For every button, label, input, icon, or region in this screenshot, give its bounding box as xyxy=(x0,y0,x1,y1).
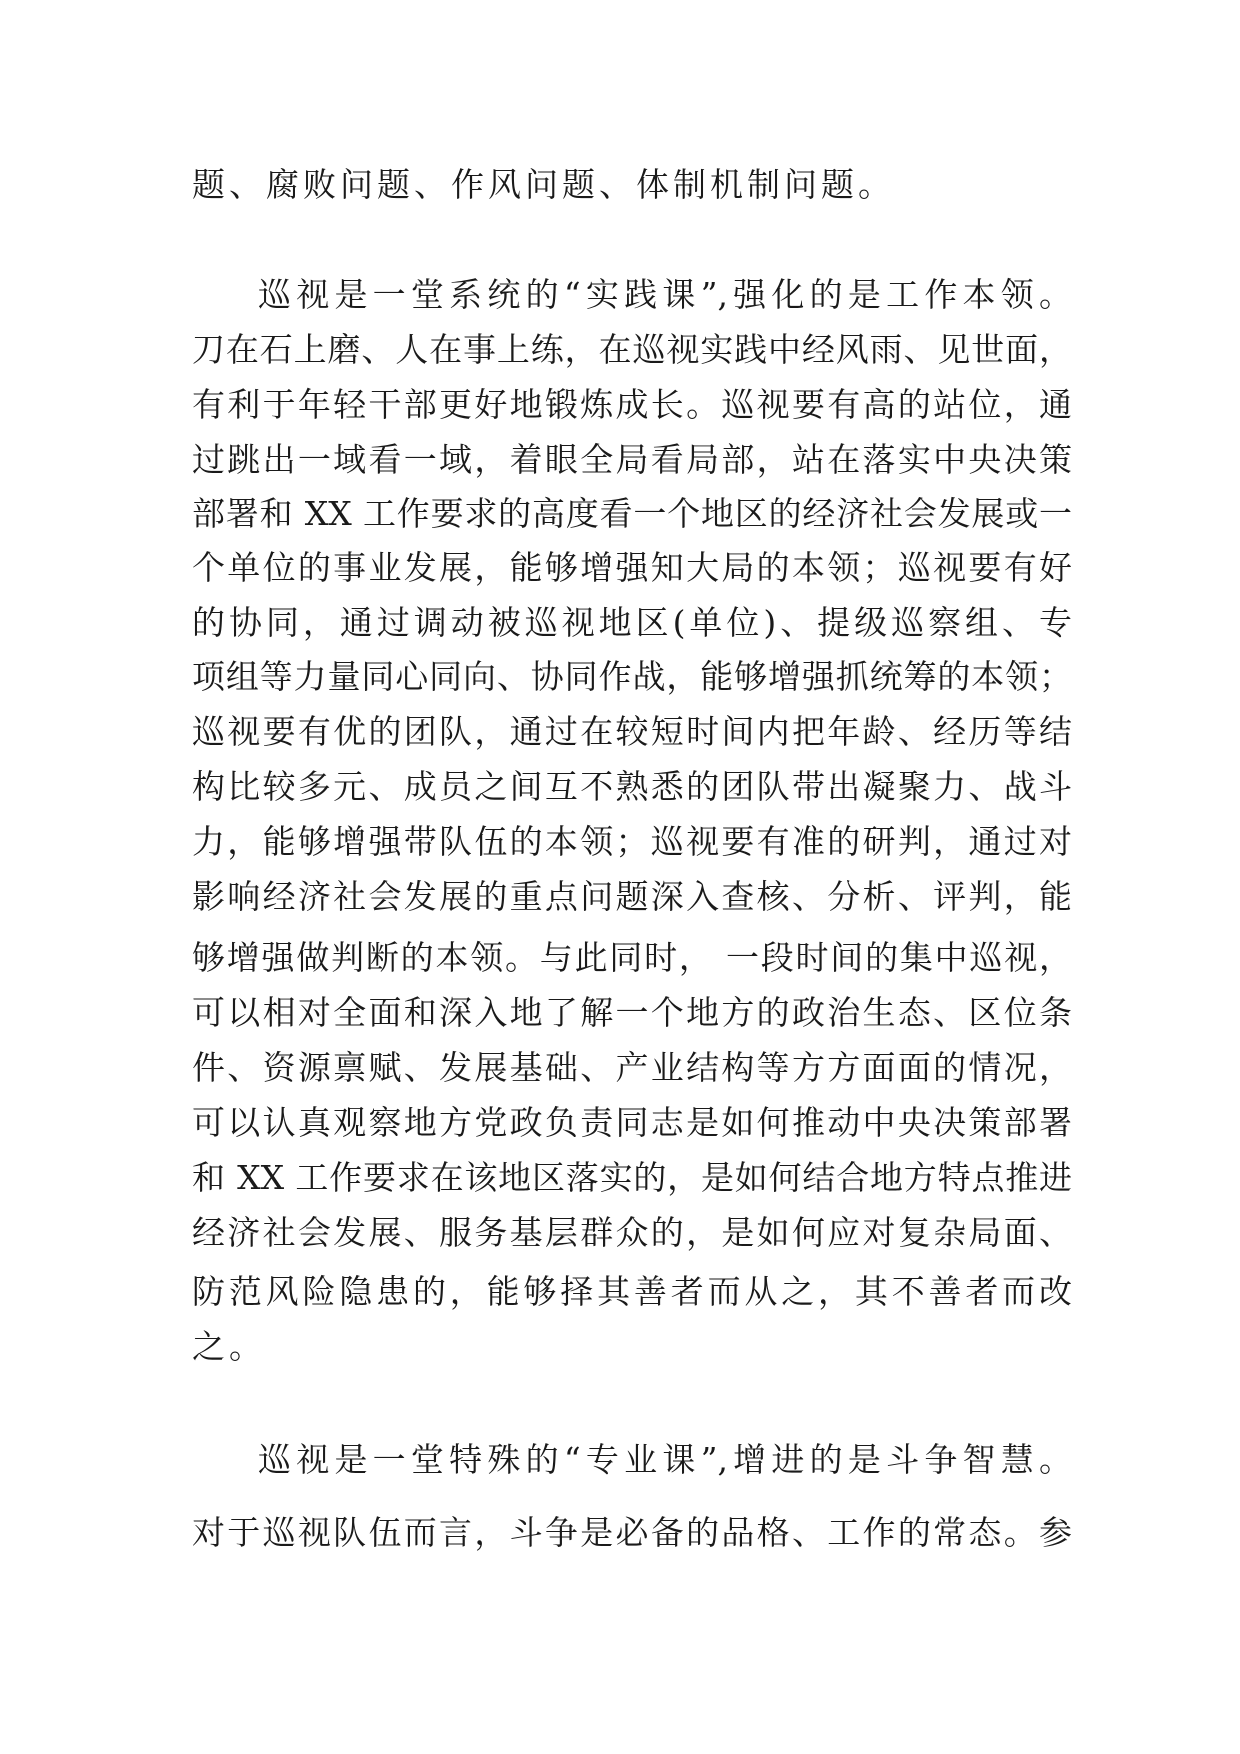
text-line: 巡视要有优的团队，通过在较短时间内把年龄、经历等结 xyxy=(192,712,1072,751)
paragraph-first-line: 巡视是一堂特殊的“专业课”,增进的是斗争智慧。 xyxy=(258,1440,1072,1479)
text-line: 对于巡视队伍而言，斗争是必备的品格、工作的常态。参 xyxy=(192,1513,1072,1552)
text-line: 可以认真观察地方党政负责同志是如何推动中央决策部署 xyxy=(192,1103,1072,1142)
text-line: 力，能够增强带队伍的本领；巡视要有准的研判，通过对 xyxy=(192,822,1072,861)
text-line: 防范风险隐患的，能够择其善者而从之，其不善者而改 xyxy=(192,1272,1072,1311)
text-line: 构比较多元、成员之间互不熟悉的团队带出凝聚力、战斗 xyxy=(192,767,1072,806)
text-line: 经济社会发展、服务基层群众的，是如何应对复杂局面、 xyxy=(192,1213,1072,1252)
text-line: 可以相对全面和深入地了解一个地方的政治生态、区位条 xyxy=(192,993,1072,1032)
text-line: 刀在石上磨、人在事上练，在巡视实践中经风雨、见世面， xyxy=(192,330,1072,369)
text-line: 够增强做判断的本领。与此同时， 一段时间的集中巡视， xyxy=(192,938,1072,977)
text-line: 个单位的事业发展，能够增强知大局的本领；巡视要有好 xyxy=(192,548,1072,587)
text-line: 影响经济社会发展的重点问题深入查核、分析、评判，能 xyxy=(192,877,1072,916)
text-line: 有利于年轻干部更好地锻炼成长。巡视要有高的站位，通 xyxy=(192,385,1072,424)
text-line: 部署和 XX 工作要求的高度看一个地区的经济社会发展或一 xyxy=(192,494,1072,533)
text-line: 的协同，通过调动被巡视地区(单位)、提级巡察组、专 xyxy=(192,603,1072,642)
text-line: 和 XX 工作要求在该地区落实的，是如何结合地方特点推进 xyxy=(192,1158,1072,1197)
text-line: 之。 xyxy=(192,1327,266,1366)
text-line: 项组等力量同心同向、协同作战，能够增强抓统筹的本领； xyxy=(192,657,1072,696)
paragraph-first-line: 巡视是一堂系统的“实践课”,强化的是工作本领。 xyxy=(258,275,1072,314)
text-line: 件、资源禀赋、发展基础、产业结构等方方面面的情况， xyxy=(192,1048,1072,1087)
text-line: 过跳出一域看一域，着眼全局看局部，站在落实中央决策 xyxy=(192,440,1072,479)
text-line: 题、腐败问题、作风问题、体制机制问题。 xyxy=(192,165,895,204)
